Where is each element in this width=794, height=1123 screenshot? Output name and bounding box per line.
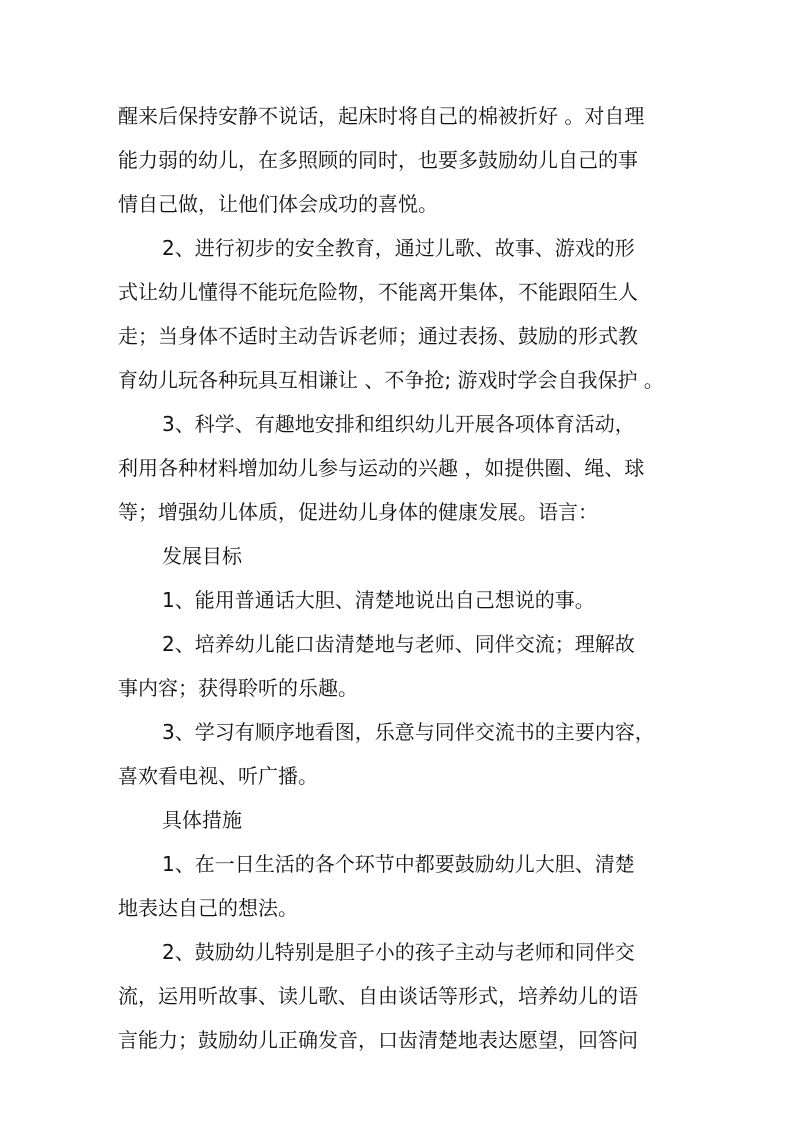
body-line: 1、能用普通话大胆、清楚地说出自己想说的事。 <box>162 588 595 612</box>
document-body <box>118 98 678 1058</box>
body-line: 式让幼儿懂得不能玩危险物，不能离开集体，不能跟陌生人 <box>118 280 638 304</box>
body-line: 利用各种材料增加幼儿参与运动的兴趣 ，如提供圈、绳、球 <box>118 456 645 480</box>
body-line: 等；增强幼儿体质，促进幼儿身体的健康发展。语言： <box>118 500 598 524</box>
body-line: 3、学习有顺序地看图，乐意与同伴交流书的主要内容， <box>162 720 655 744</box>
body-line: 3、科学、有趣地安排和组织幼儿开展各项体育活动， <box>162 412 635 436</box>
body-line: 流，运用听故事、读儿歌、自由谈话等形式，培养幼儿的语 <box>118 984 638 1008</box>
body-line: 2、鼓励幼儿特别是胆子小的孩子主动与老师和同伴交 <box>162 940 635 964</box>
section-heading: 具体措施 <box>162 808 242 832</box>
body-line: 事内容；获得聆听的乐趣。 <box>118 676 358 700</box>
body-line: 1、在一日生活的各个环节中都要鼓励幼儿大胆、清楚 <box>162 852 635 876</box>
body-line: 走；当身体不适时主动告诉老师；通过表扬、鼓励的形式教 <box>118 324 638 348</box>
section-heading: 发展目标 <box>162 544 242 568</box>
body-line: 言能力；鼓励幼儿正确发音，口齿清楚地表达愿望，回答问 <box>118 1028 638 1052</box>
body-line: 地表达自己的想法。 <box>118 896 298 920</box>
body-line: 喜欢看电视、听广播。 <box>118 764 318 788</box>
body-line: 情自己做，让他们体会成功的喜悦。 <box>118 192 438 216</box>
body-line: 育幼儿玩各种玩具互相谦让 、不争抢; 游戏时学会自我保护 。 <box>118 368 664 392</box>
body-line: 2、进行初步的安全教育，通过儿歌、故事、游戏的形 <box>162 236 635 260</box>
body-line: 2、培养幼儿能口齿清楚地与老师、同伴交流；理解故 <box>162 632 635 656</box>
body-line: 醒来后保持安静不说话，起床时将自己的棉被折好 。对自理 <box>118 104 645 128</box>
body-line: 能力弱的幼儿，在多照顾的同时，也要多鼓励幼儿自己的事 <box>118 148 638 172</box>
